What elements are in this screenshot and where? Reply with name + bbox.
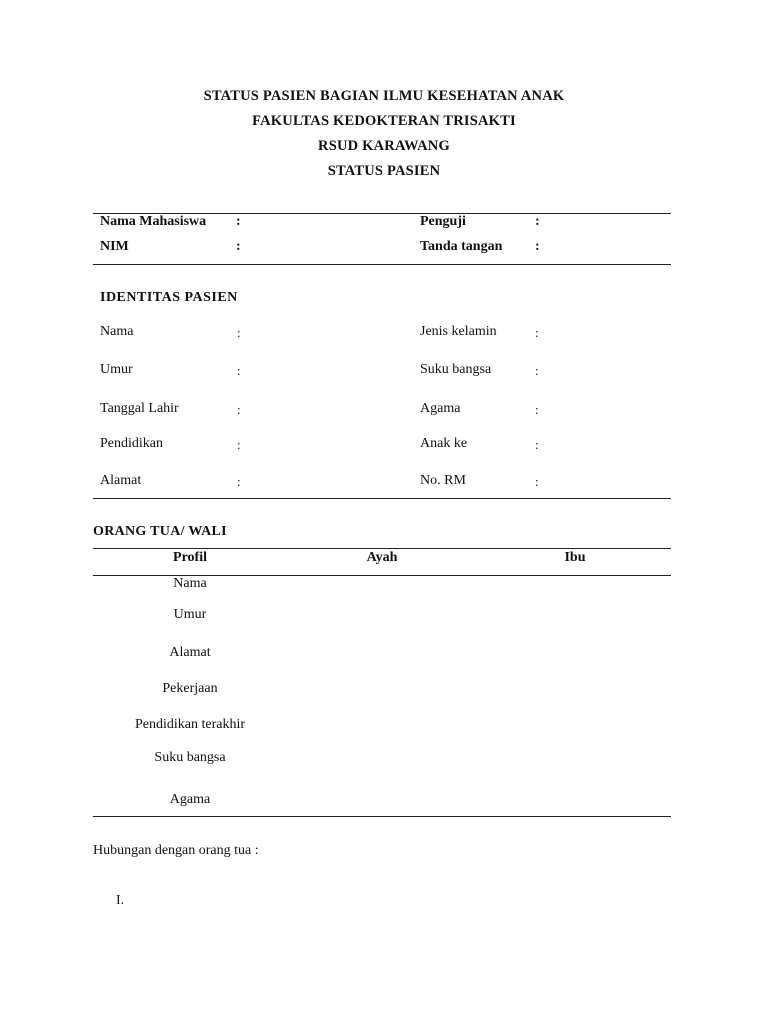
section-identitas-heading: IDENTITAS PASIEN: [100, 290, 238, 305]
colon: :: [535, 402, 539, 417]
column-header-profil: Profil: [173, 550, 207, 565]
field-umur: Umur: [100, 362, 133, 377]
hubungan-label: Hubungan dengan orang tua :: [93, 843, 259, 858]
colon: :: [535, 363, 539, 378]
field-nama: Nama: [100, 324, 134, 339]
colon: :: [535, 437, 539, 452]
section-orangtua-heading: ORANG TUA/ WALI: [93, 524, 227, 539]
colon: :: [237, 363, 241, 378]
colon: :: [237, 402, 241, 417]
label-penguji: Penguji: [420, 214, 466, 229]
divider-examiner-bottom: [93, 264, 671, 265]
table-row-pendidikan-terakhir: Pendidikan terakhir: [134, 717, 246, 732]
field-no-rm: No. RM: [420, 473, 466, 488]
header-line-1: STATUS PASIEN BAGIAN ILMU KESEHATAN ANAK: [203, 88, 565, 104]
label-tanda-tangan: Tanda tangan: [420, 239, 503, 254]
colon: :: [236, 214, 241, 229]
field-jenis-kelamin: Jenis kelamin: [420, 324, 497, 339]
field-pendidikan: Pendidikan: [100, 436, 163, 451]
colon: :: [236, 239, 241, 254]
colon: :: [237, 437, 241, 452]
divider-identitas-bottom: [93, 498, 671, 499]
colon: :: [535, 325, 539, 340]
field-alamat: Alamat: [100, 473, 142, 488]
table-bottom-rule: [93, 816, 671, 817]
label-nim: NIM: [100, 239, 129, 254]
field-suku-bangsa: Suku bangsa: [420, 362, 492, 377]
header-line-2: FAKULTAS KEDOKTERAN TRISAKTI: [252, 113, 516, 129]
column-header-ayah: Ayah: [366, 550, 398, 565]
table-row-umur: Umur: [173, 607, 207, 622]
header-line-3: RSUD KARAWANG: [318, 138, 450, 154]
table-row-pekerjaan: Pekerjaan: [162, 681, 218, 696]
table-row-alamat: Alamat: [169, 645, 211, 660]
table-row-agama: Agama: [169, 792, 211, 807]
table-top-rule: [93, 548, 671, 549]
hubungan-item-numeral: I.: [116, 893, 125, 908]
label-nama-mahasiswa: Nama Mahasiswa: [100, 214, 207, 229]
table-row-nama: Nama: [173, 576, 207, 591]
header-line-4: STATUS PASIEN: [327, 163, 441, 179]
field-tanggal-lahir: Tanggal Lahir: [100, 401, 179, 416]
table-row-suku-bangsa: Suku bangsa: [154, 750, 226, 765]
colon: :: [535, 239, 540, 254]
colon: :: [237, 325, 241, 340]
colon: :: [535, 214, 540, 229]
field-anak-ke: Anak ke: [420, 436, 468, 451]
colon: :: [535, 474, 539, 489]
field-agama: Agama: [420, 401, 461, 416]
column-header-ibu: Ibu: [564, 550, 586, 565]
colon: :: [237, 474, 241, 489]
